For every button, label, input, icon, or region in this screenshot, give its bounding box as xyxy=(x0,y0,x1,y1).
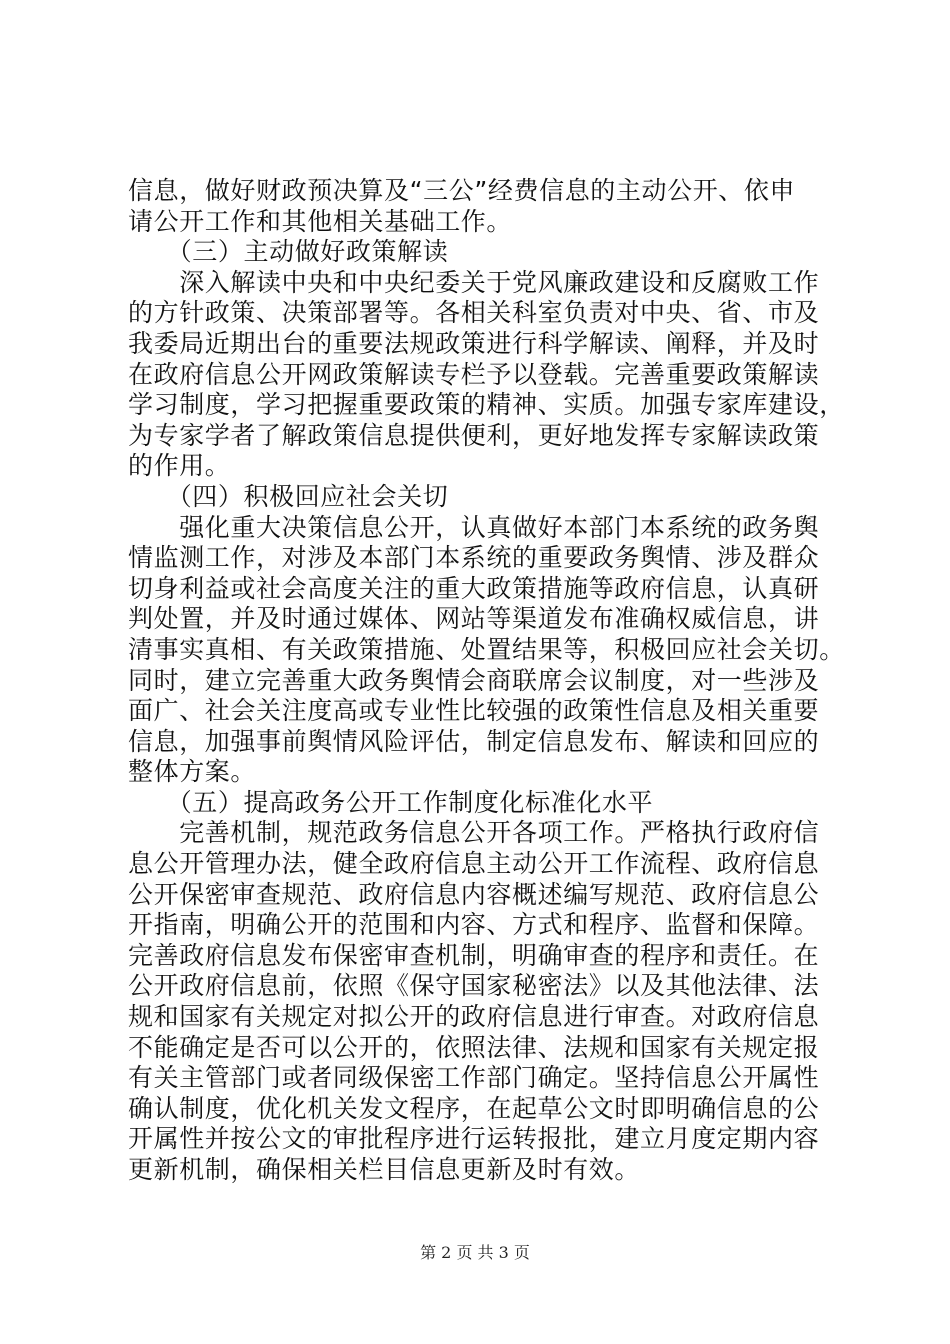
text-line: 开指南，明确公开的范围和内容、方式和程序、监督和保障。 xyxy=(128,910,820,940)
text-line: 确认制度，优化机关发文程序，在起草公文时即明确信息的公 xyxy=(128,1093,820,1123)
text-line: 切身利益或社会高度关注的重大政策措施等政府信息，认真研 xyxy=(128,573,820,603)
text-line: 同时，建立完善重大政务舆情会商联席会议制度，对一些涉及 xyxy=(128,665,820,695)
page-number-footer: 第 2 页 共 3 页 xyxy=(420,1243,530,1262)
text-line: 强化重大决策信息公开，认真做好本部门本系统的政务舆 xyxy=(128,512,820,542)
text-line: 判处置，并及时通过媒体、网站等渠道发布准确权威信息，讲 xyxy=(128,604,820,634)
text-line: 信息，做好财政预决算及“三公”经费信息的主动公开、依申 xyxy=(128,176,796,205)
text-line: 学习制度，学习把握重要政策的精神、实质。加强专家库建设， xyxy=(128,390,845,420)
text-line: 情监测工作，对涉及本部门本系统的重要政务舆情、涉及群众 xyxy=(128,543,820,573)
text-line: 公开保密审查规范、政府信息内容概述编写规范、政府信息公 xyxy=(128,879,820,909)
text-line: 更新机制，确保相关栏目信息更新及时有效。 xyxy=(128,1155,641,1184)
text-line: 息公开管理办法，健全政府信息主动公开工作流程、政府信息 xyxy=(128,849,820,879)
text-line: 完善机制，规范政务信息公开各项工作。严格执行政府信 xyxy=(128,818,820,848)
text-line: 我委局近期出台的重要法规政策进行科学解读、阐释，并及时 xyxy=(128,328,820,358)
text-line: 的作用。 xyxy=(128,451,231,481)
text-line: 规和国家有关规定对拟公开的政府信息进行审查。对政府信息 xyxy=(128,1002,820,1032)
text-line: 的方针政策、决策部署等。各相关科室负责对中央、省、市及 xyxy=(128,298,820,328)
text-line: 整体方案。 xyxy=(128,757,257,787)
document-body xyxy=(128,176,845,1186)
text-line: 深入解读中央和中央纪委关于党风廉政建设和反腐败工作 xyxy=(128,267,820,297)
text-line: 不能确定是否可以公开的，依照法律、法规和国家有关规定报 xyxy=(128,1032,820,1062)
text-line: 请公开工作和其他相关基础工作。 xyxy=(128,206,513,236)
text-line: 为专家学者了解政策信息提供便利，更好地发挥专家解读政策 xyxy=(128,420,820,450)
section-heading: （四）积极回应社会关切 xyxy=(128,481,449,511)
section-heading: （三）主动做好政策解读 xyxy=(128,237,449,267)
text-line: 清事实真相、有关政策措施、处置结果等，积极回应社会关切。 xyxy=(128,634,845,664)
text-line: 在政府信息公开网政策解读专栏予以登载。完善重要政策解读 xyxy=(128,359,820,389)
text-line: 公开政府信息前，依照《保守国家秘密法》以及其他法律、法 xyxy=(128,971,820,1001)
text-line: 有关主管部门或者同级保密工作部门确定。坚持信息公开属性 xyxy=(128,1063,820,1093)
text-line: 面广、社会关注度高或专业性比较强的政策性信息及相关重要 xyxy=(128,696,820,726)
section-heading: （五）提高政务公开工作制度化标准化水平 xyxy=(128,787,654,817)
text-line: 信息，加强事前舆情风险评估，制定信息发布、解读和回应的 xyxy=(128,726,820,756)
text-line: 开属性并按公文的审批程序进行运转报批，建立月度定期内容 xyxy=(128,1124,820,1154)
text-line: 完善政府信息发布保密审查机制，明确审查的程序和责任。在 xyxy=(128,940,820,970)
